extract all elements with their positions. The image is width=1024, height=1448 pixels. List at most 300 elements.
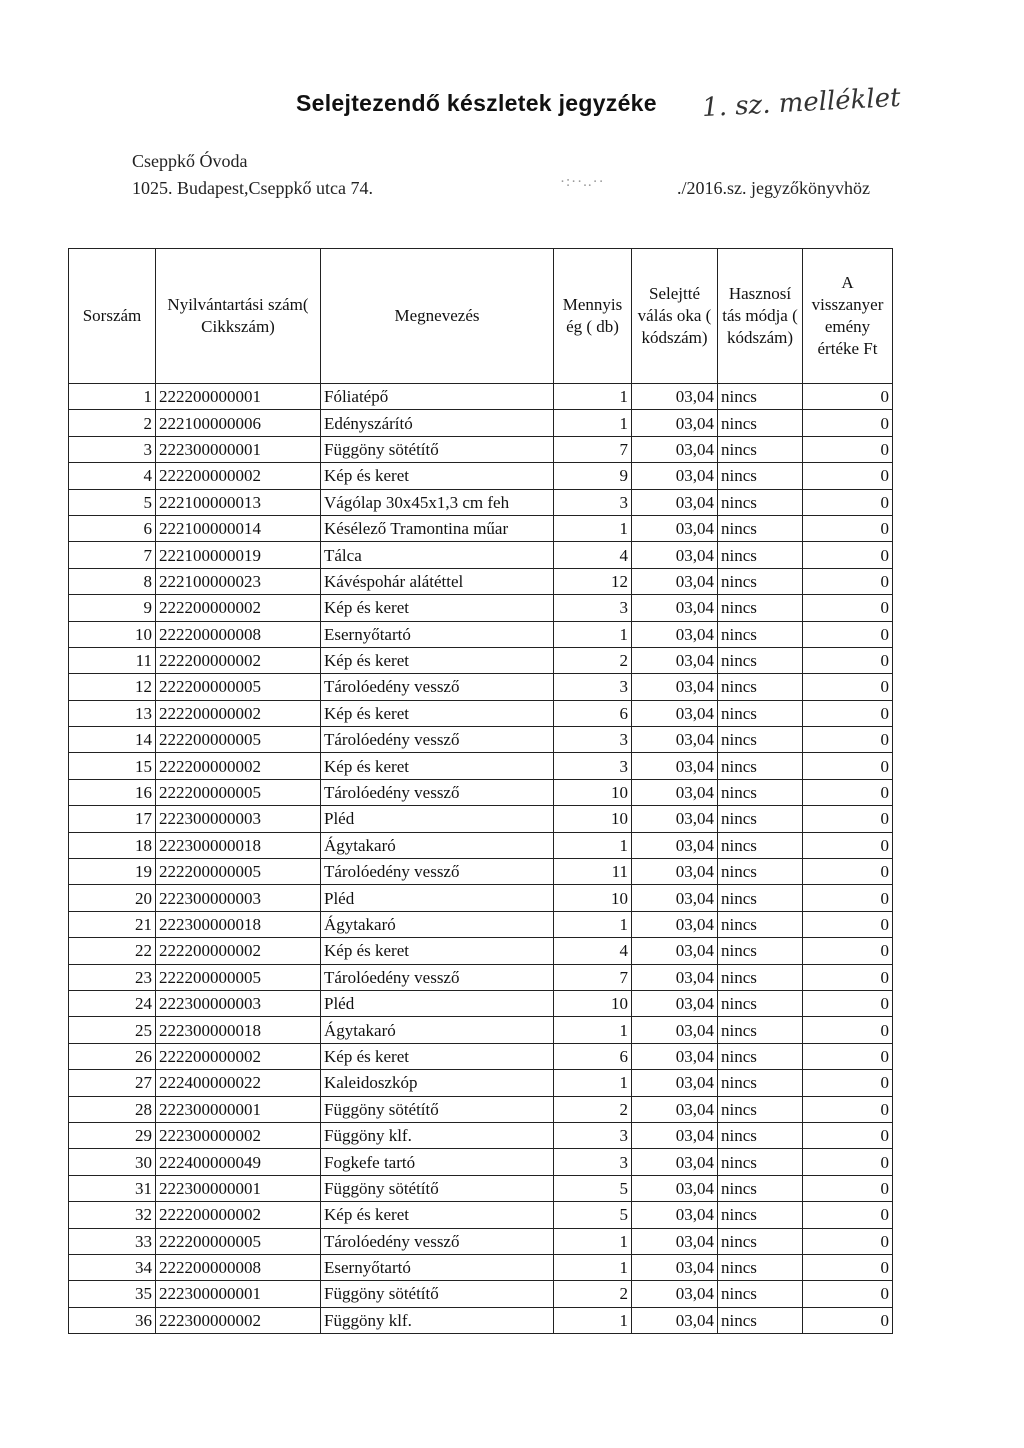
row-record-no: 222200000002 [156, 700, 321, 726]
row-reason: 03,04 [632, 911, 718, 937]
row-quantity: 3 [554, 1149, 632, 1175]
row-reason: 03,04 [632, 1017, 718, 1043]
header-value: A visszanyer emény értéke Ft [803, 249, 893, 384]
row-use: nincs [718, 647, 803, 673]
row-serial: 32 [69, 1202, 156, 1228]
table-row [69, 542, 893, 568]
row-quantity: 1 [554, 1307, 632, 1333]
row-serial: 8 [69, 568, 156, 594]
row-quantity: 2 [554, 647, 632, 673]
row-name: Kép és keret [321, 1202, 554, 1228]
row-record-no: 222200000005 [156, 727, 321, 753]
row-use: nincs [718, 384, 803, 410]
row-reason: 03,04 [632, 885, 718, 911]
row-quantity: 1 [554, 1254, 632, 1280]
row-record-no: 222100000014 [156, 515, 321, 541]
table-row [69, 647, 893, 673]
row-serial: 14 [69, 727, 156, 753]
row-record-no: 222200000002 [156, 753, 321, 779]
table-row [69, 806, 893, 832]
row-serial: 36 [69, 1307, 156, 1333]
row-name: Tárolóedény vessző [321, 674, 554, 700]
row-use: nincs [718, 1096, 803, 1122]
row-reason: 03,04 [632, 1096, 718, 1122]
row-name: Pléd [321, 885, 554, 911]
table-row [69, 595, 893, 621]
row-reason: 03,04 [632, 674, 718, 700]
row-name: Kávéspohár alátéttel [321, 568, 554, 594]
row-serial: 21 [69, 911, 156, 937]
table-row [69, 515, 893, 541]
row-serial: 12 [69, 674, 156, 700]
row-serial: 24 [69, 990, 156, 1016]
row-value: 0 [803, 1281, 893, 1307]
row-serial: 10 [69, 621, 156, 647]
table-row [69, 1122, 893, 1148]
row-quantity: 6 [554, 1043, 632, 1069]
table-row [69, 885, 893, 911]
row-record-no: 222300000001 [156, 1175, 321, 1201]
row-quantity: 10 [554, 779, 632, 805]
row-serial: 19 [69, 859, 156, 885]
row-name: Kép és keret [321, 753, 554, 779]
row-quantity: 10 [554, 806, 632, 832]
row-record-no: 222200000002 [156, 938, 321, 964]
row-serial: 34 [69, 1254, 156, 1280]
row-record-no: 222300000001 [156, 1096, 321, 1122]
row-record-no: 222400000022 [156, 1070, 321, 1096]
row-serial: 3 [69, 436, 156, 462]
table-body [69, 384, 893, 1334]
row-reason: 03,04 [632, 595, 718, 621]
row-record-no: 222300000003 [156, 806, 321, 832]
row-record-no: 222200000005 [156, 674, 321, 700]
table-row [69, 990, 893, 1016]
row-record-no: 222300000003 [156, 990, 321, 1016]
row-quantity: 3 [554, 753, 632, 779]
table-row [69, 1254, 893, 1280]
row-quantity: 5 [554, 1175, 632, 1201]
row-name: Ágytakaró [321, 832, 554, 858]
row-record-no: 222100000019 [156, 542, 321, 568]
row-name: Késélező Tramontina műar [321, 515, 554, 541]
row-name: Pléd [321, 990, 554, 1016]
row-reason: 03,04 [632, 1122, 718, 1148]
row-reason: 03,04 [632, 384, 718, 410]
row-use: nincs [718, 990, 803, 1016]
row-name: Kép és keret [321, 595, 554, 621]
row-use: nincs [718, 885, 803, 911]
row-use: nincs [718, 832, 803, 858]
row-quantity: 1 [554, 384, 632, 410]
row-serial: 11 [69, 647, 156, 673]
row-serial: 20 [69, 885, 156, 911]
row-serial: 26 [69, 1043, 156, 1069]
row-name: Függöny sötétítő [321, 1175, 554, 1201]
row-value: 0 [803, 911, 893, 937]
row-reason: 03,04 [632, 568, 718, 594]
row-name: Ágytakaró [321, 911, 554, 937]
row-name: Tárolóedény vessző [321, 727, 554, 753]
row-name: Ágytakaró [321, 1017, 554, 1043]
row-use: nincs [718, 1202, 803, 1228]
row-serial: 33 [69, 1228, 156, 1254]
row-quantity: 3 [554, 595, 632, 621]
table-row [69, 1175, 893, 1201]
row-value: 0 [803, 542, 893, 568]
row-serial: 9 [69, 595, 156, 621]
table-row [69, 938, 893, 964]
row-quantity: 1 [554, 1070, 632, 1096]
table-row [69, 436, 893, 462]
row-use: nincs [718, 436, 803, 462]
row-name: Pléd [321, 806, 554, 832]
row-value: 0 [803, 1043, 893, 1069]
row-name: Edényszárító [321, 410, 554, 436]
row-name: Függöny sötétítő [321, 436, 554, 462]
row-reason: 03,04 [632, 621, 718, 647]
row-record-no: 222200000002 [156, 463, 321, 489]
row-quantity: 1 [554, 515, 632, 541]
row-quantity: 3 [554, 674, 632, 700]
table-row [69, 463, 893, 489]
table-row [69, 964, 893, 990]
row-reason: 03,04 [632, 1307, 718, 1333]
row-record-no: 222200000002 [156, 647, 321, 673]
protocol-reference: ./2016.sz. jegyzőkönyvhöz [677, 178, 870, 198]
row-use: nincs [718, 964, 803, 990]
row-quantity: 3 [554, 727, 632, 753]
header-name: Megnevezés [321, 249, 554, 384]
row-name: Kaleidoszkóp [321, 1070, 554, 1096]
row-value: 0 [803, 700, 893, 726]
row-quantity: 4 [554, 938, 632, 964]
row-serial: 6 [69, 515, 156, 541]
row-serial: 5 [69, 489, 156, 515]
table-row [69, 753, 893, 779]
table-row [69, 1228, 893, 1254]
table-row [69, 489, 893, 515]
table-row [69, 568, 893, 594]
row-quantity: 1 [554, 911, 632, 937]
organization-address: 1025. Budapest,Cseppkő utca 74. [132, 178, 373, 198]
row-quantity: 3 [554, 1122, 632, 1148]
row-name: Kép és keret [321, 1043, 554, 1069]
row-record-no: 222100000023 [156, 568, 321, 594]
row-serial: 1 [69, 384, 156, 410]
row-value: 0 [803, 753, 893, 779]
row-reason: 03,04 [632, 700, 718, 726]
table-row [69, 700, 893, 726]
row-record-no: 222300000018 [156, 1017, 321, 1043]
row-value: 0 [803, 515, 893, 541]
row-record-no: 222100000006 [156, 410, 321, 436]
row-value: 0 [803, 674, 893, 700]
row-quantity: 6 [554, 700, 632, 726]
row-value: 0 [803, 436, 893, 462]
row-record-no: 222300000018 [156, 832, 321, 858]
row-quantity: 12 [554, 568, 632, 594]
row-use: nincs [718, 1175, 803, 1201]
row-record-no: 222300000002 [156, 1122, 321, 1148]
row-record-no: 222300000002 [156, 1307, 321, 1333]
row-reason: 03,04 [632, 938, 718, 964]
row-name: Függöny klf. [321, 1307, 554, 1333]
row-serial: 31 [69, 1175, 156, 1201]
row-name: Tárolóedény vessző [321, 964, 554, 990]
row-use: nincs [718, 489, 803, 515]
row-value: 0 [803, 1070, 893, 1096]
row-value: 0 [803, 568, 893, 594]
row-serial: 25 [69, 1017, 156, 1043]
row-serial: 22 [69, 938, 156, 964]
row-reason: 03,04 [632, 964, 718, 990]
row-quantity: 11 [554, 859, 632, 885]
row-record-no: 222200000001 [156, 384, 321, 410]
row-use: nincs [718, 1070, 803, 1096]
table-row [69, 1070, 893, 1096]
row-reason: 03,04 [632, 647, 718, 673]
header-quantity: Mennyis ég ( db) [554, 249, 632, 384]
row-name: Fóliatépő [321, 384, 554, 410]
inventory-table [68, 248, 893, 1334]
row-quantity: 4 [554, 542, 632, 568]
table-row [69, 1281, 893, 1307]
row-quantity: 2 [554, 1281, 632, 1307]
row-reason: 03,04 [632, 727, 718, 753]
row-name: Tálca [321, 542, 554, 568]
table-row [69, 779, 893, 805]
row-value: 0 [803, 1122, 893, 1148]
row-serial: 27 [69, 1070, 156, 1096]
row-reason: 03,04 [632, 1070, 718, 1096]
row-use: nincs [718, 779, 803, 805]
row-use: nincs [718, 515, 803, 541]
row-value: 0 [803, 1228, 893, 1254]
row-quantity: 1 [554, 410, 632, 436]
row-name: Tárolóedény vessző [321, 779, 554, 805]
row-value: 0 [803, 727, 893, 753]
row-use: nincs [718, 621, 803, 647]
row-value: 0 [803, 1307, 893, 1333]
row-reason: 03,04 [632, 463, 718, 489]
row-use: nincs [718, 1017, 803, 1043]
row-value: 0 [803, 463, 893, 489]
row-quantity: 7 [554, 964, 632, 990]
row-record-no: 222200000005 [156, 964, 321, 990]
row-name: Tárolóedény vessző [321, 1228, 554, 1254]
row-serial: 30 [69, 1149, 156, 1175]
row-quantity: 5 [554, 1202, 632, 1228]
row-use: nincs [718, 727, 803, 753]
row-quantity: 10 [554, 990, 632, 1016]
row-value: 0 [803, 859, 893, 885]
row-use: nincs [718, 410, 803, 436]
row-value: 0 [803, 621, 893, 647]
row-reason: 03,04 [632, 542, 718, 568]
row-name: Kép és keret [321, 463, 554, 489]
row-reason: 03,04 [632, 753, 718, 779]
table-row [69, 859, 893, 885]
row-use: nincs [718, 1228, 803, 1254]
row-quantity: 10 [554, 885, 632, 911]
row-value: 0 [803, 1254, 893, 1280]
row-reason: 03,04 [632, 1228, 718, 1254]
row-use: nincs [718, 1043, 803, 1069]
row-record-no: 222300000003 [156, 885, 321, 911]
row-use: nincs [718, 859, 803, 885]
row-record-no: 222200000005 [156, 859, 321, 885]
row-reason: 03,04 [632, 410, 718, 436]
row-reason: 03,04 [632, 436, 718, 462]
row-reason: 03,04 [632, 1149, 718, 1175]
row-value: 0 [803, 938, 893, 964]
row-serial: 35 [69, 1281, 156, 1307]
header-use: Hasznosí tás módja ( kódszám) [718, 249, 803, 384]
row-reason: 03,04 [632, 832, 718, 858]
row-name: Fogkefe tartó [321, 1149, 554, 1175]
row-reason: 03,04 [632, 806, 718, 832]
table-row [69, 1307, 893, 1333]
row-record-no: 222200000002 [156, 595, 321, 621]
row-serial: 29 [69, 1122, 156, 1148]
row-serial: 23 [69, 964, 156, 990]
header-serial: Sorszám [69, 249, 156, 384]
row-record-no: 222200000005 [156, 1228, 321, 1254]
row-value: 0 [803, 779, 893, 805]
table-row [69, 1202, 893, 1228]
row-quantity: 3 [554, 489, 632, 515]
row-value: 0 [803, 410, 893, 436]
row-serial: 16 [69, 779, 156, 805]
row-reason: 03,04 [632, 515, 718, 541]
row-record-no: 222200000008 [156, 621, 321, 647]
row-quantity: 1 [554, 621, 632, 647]
row-value: 0 [803, 990, 893, 1016]
row-value: 0 [803, 647, 893, 673]
row-reason: 03,04 [632, 990, 718, 1016]
faded-stamp-mark: ·:··..·· [560, 174, 605, 190]
row-serial: 7 [69, 542, 156, 568]
row-serial: 17 [69, 806, 156, 832]
row-name: Függöny sötétítő [321, 1096, 554, 1122]
table-row [69, 1017, 893, 1043]
row-value: 0 [803, 489, 893, 515]
row-quantity: 2 [554, 1096, 632, 1122]
row-name: Kép és keret [321, 938, 554, 964]
table-header-row [69, 249, 893, 384]
row-name: Függöny klf. [321, 1122, 554, 1148]
row-use: nincs [718, 1149, 803, 1175]
row-serial: 13 [69, 700, 156, 726]
row-name: Függöny sötétítő [321, 1281, 554, 1307]
row-serial: 2 [69, 410, 156, 436]
row-serial: 28 [69, 1096, 156, 1122]
row-value: 0 [803, 1149, 893, 1175]
table-row [69, 911, 893, 937]
row-value: 0 [803, 832, 893, 858]
row-value: 0 [803, 1096, 893, 1122]
row-name: Kép és keret [321, 700, 554, 726]
row-record-no: 222300000018 [156, 911, 321, 937]
table-row [69, 410, 893, 436]
row-record-no: 222300000001 [156, 1281, 321, 1307]
header-record-no: Nyilvántartási szám( Cikkszám) [156, 249, 321, 384]
row-reason: 03,04 [632, 779, 718, 805]
row-reason: 03,04 [632, 859, 718, 885]
row-reason: 03,04 [632, 1281, 718, 1307]
row-value: 0 [803, 384, 893, 410]
row-use: nincs [718, 463, 803, 489]
table-row [69, 727, 893, 753]
row-quantity: 1 [554, 1017, 632, 1043]
row-use: nincs [718, 1254, 803, 1280]
row-name: Tárolóedény vessző [321, 859, 554, 885]
row-use: nincs [718, 700, 803, 726]
row-use: nincs [718, 542, 803, 568]
row-serial: 15 [69, 753, 156, 779]
row-use: nincs [718, 674, 803, 700]
table-row [69, 1096, 893, 1122]
row-use: nincs [718, 753, 803, 779]
row-value: 0 [803, 1202, 893, 1228]
row-value: 0 [803, 595, 893, 621]
row-name: Vágólap 30x45x1,3 cm feh [321, 489, 554, 515]
row-use: nincs [718, 568, 803, 594]
organization-name: Cseppkő Óvoda [132, 151, 248, 171]
row-record-no: 222100000013 [156, 489, 321, 515]
row-reason: 03,04 [632, 1202, 718, 1228]
table-row [69, 384, 893, 410]
document-title: Selejtezendő készletek jegyzéke [296, 90, 657, 116]
row-record-no: 222200000005 [156, 779, 321, 805]
row-reason: 03,04 [632, 1175, 718, 1201]
row-quantity: 9 [554, 463, 632, 489]
row-record-no: 222200000002 [156, 1202, 321, 1228]
header-reason: Selejtté válás oka ( kódszám) [632, 249, 718, 384]
row-name: Esernyőtartó [321, 1254, 554, 1280]
row-value: 0 [803, 806, 893, 832]
row-record-no: 222300000001 [156, 436, 321, 462]
table-row [69, 1043, 893, 1069]
row-quantity: 7 [554, 436, 632, 462]
row-serial: 18 [69, 832, 156, 858]
row-value: 0 [803, 1017, 893, 1043]
table-row [69, 674, 893, 700]
row-quantity: 1 [554, 1228, 632, 1254]
row-use: nincs [718, 911, 803, 937]
row-record-no: 222400000049 [156, 1149, 321, 1175]
row-value: 0 [803, 1175, 893, 1201]
row-use: nincs [718, 1122, 803, 1148]
row-reason: 03,04 [632, 489, 718, 515]
row-use: nincs [718, 1281, 803, 1307]
table-row [69, 621, 893, 647]
row-name: Esernyőtartó [321, 621, 554, 647]
row-use: nincs [718, 806, 803, 832]
row-use: nincs [718, 1307, 803, 1333]
row-value: 0 [803, 964, 893, 990]
handwritten-annotation: 1. sz. melléklet [701, 82, 902, 124]
row-quantity: 1 [554, 832, 632, 858]
row-use: nincs [718, 938, 803, 964]
table-row [69, 1149, 893, 1175]
row-name: Kép és keret [321, 647, 554, 673]
row-value: 0 [803, 885, 893, 911]
row-record-no: 222200000002 [156, 1043, 321, 1069]
row-reason: 03,04 [632, 1043, 718, 1069]
row-serial: 4 [69, 463, 156, 489]
